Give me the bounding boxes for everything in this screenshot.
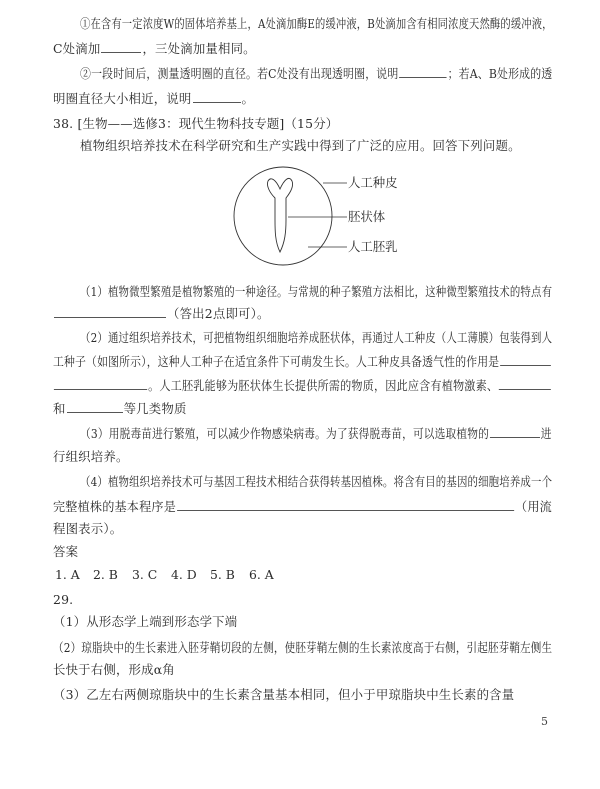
label-endosperm: 人工胚乳 [348, 239, 398, 254]
q38-heading: 38. [生物——选修3：现代生物科技专题]（15分） [53, 116, 339, 131]
choice-answer: 1. A [55, 567, 80, 582]
q38-p2-line4 [53, 401, 187, 417]
text: C处滴加 [53, 41, 101, 56]
text: 工种子（如图所示），这种人工种子在适宜条件下可萌发生长。人工种皮具备透气性的作用是 [53, 354, 500, 369]
text: 。 [241, 91, 255, 106]
text: （3）用脱毒苗进行繁殖，可以减少作物感染病毒。为了获得脱毒苗，可以选取植物的 [80, 426, 490, 441]
answer-blank[interactable] [67, 401, 123, 413]
label-seed-coat: 人工种皮 [348, 175, 398, 190]
text: 。人工胚乳能够为胚状体生长提供所需的物质，因此应含有植物激素、 [148, 378, 499, 393]
text: 等几类物质 [123, 401, 187, 416]
q37-item2-line2 [53, 91, 254, 107]
choice-answer: 3. C [132, 567, 158, 582]
answers-heading: 答案 [53, 544, 79, 559]
text: 和 [53, 401, 66, 416]
answer-blank[interactable] [500, 354, 551, 366]
q38-p2-line1: （2）通过组织培养技术，可把植物组织细胞培养成胚状体，再通过人工种皮（人工薄膜）包装得到人 [80, 330, 553, 345]
answer-blank[interactable] [177, 499, 514, 511]
q29-answer-3: （3）乙左右两侧琼脂块中的生长素含量基本相同，但小于甲琼脂块中生长素的含量 [53, 687, 515, 702]
text: （答出2点即可）。 [167, 306, 270, 321]
choice-answer: 6. A [249, 567, 274, 582]
q38-p1-line2 [53, 306, 270, 322]
text: ②一段时间后，测量透明圈的直径。若C处没有出现透明圈，说明 [80, 66, 399, 81]
label-embryoid: 胚状体 [348, 209, 386, 224]
text: ；若A、B处形成的透 [447, 66, 553, 81]
q38-p2-line3 [53, 378, 552, 394]
choice-answer: 2. B [93, 567, 118, 582]
choice-answer: 5. B [210, 567, 235, 582]
text: 完整植株的基本程序是 [53, 499, 177, 514]
artificial-seed-figure [228, 160, 418, 272]
q38-intro: 植物组织培养技术在科学研究和生产实践中得到了广泛的应用。回答下列问题。 [80, 138, 521, 153]
answer-blank[interactable] [54, 306, 166, 318]
text: 明圈直径大小相近，说明 [53, 91, 192, 106]
q29-answer-1: （1）从形态学上端到形态学下端 [53, 614, 238, 629]
embryoid-shape [267, 178, 292, 252]
text: （用流 [515, 499, 552, 514]
page-number: 5 [541, 715, 548, 728]
q38-p2-line2 [53, 354, 552, 370]
q29-heading: 29. [53, 592, 74, 607]
q37-item2-line1 [80, 66, 552, 82]
answer-blank[interactable] [399, 66, 446, 78]
q38-p4-line2 [53, 499, 552, 515]
text: ，三处滴加量相同。 [142, 41, 256, 56]
choice-answer: 4. D [171, 567, 197, 582]
seed-coat-circle [234, 167, 332, 265]
q37-item1-line2 [53, 41, 256, 57]
q38-p4-line3: 程图表示）。 [53, 521, 123, 536]
q29-answer-2-line2: 长快于右侧，形成α角 [53, 662, 175, 677]
q29-answer-2-line1: （2）琼脂块中的生长素进入胚芽鞘切段的左侧，使胚芽鞘左侧的生长素浓度高于右侧，引起胚芽鞘左侧生 [53, 640, 553, 655]
answer-blank[interactable] [499, 378, 551, 390]
q37-item1-line1: ①在含有一定浓度W的固体培养基上，A处滴加酶E的缓冲液，B处滴加含有相同浓度天然酶的缓冲液， [80, 16, 553, 31]
answer-blank[interactable] [54, 378, 147, 390]
answer-blank[interactable] [101, 41, 141, 53]
q38-p3-line1 [80, 426, 552, 442]
answer-blank[interactable] [490, 426, 540, 438]
text: 进 [540, 426, 552, 441]
answer-blank[interactable] [193, 91, 241, 103]
q38-p4-line1: （4）植物组织培养技术可与基因工程技术相结合获得转基因植株。将含有目的基因的细胞培养成一个 [80, 474, 553, 489]
q38-p3-line2: 行组织培养。 [53, 449, 129, 464]
q38-p1-line1: （1）植物微型繁殖是植物繁殖的一种途径。与常规的种子繁殖方法相比，这种微型繁殖技术的特点有 [80, 284, 553, 299]
